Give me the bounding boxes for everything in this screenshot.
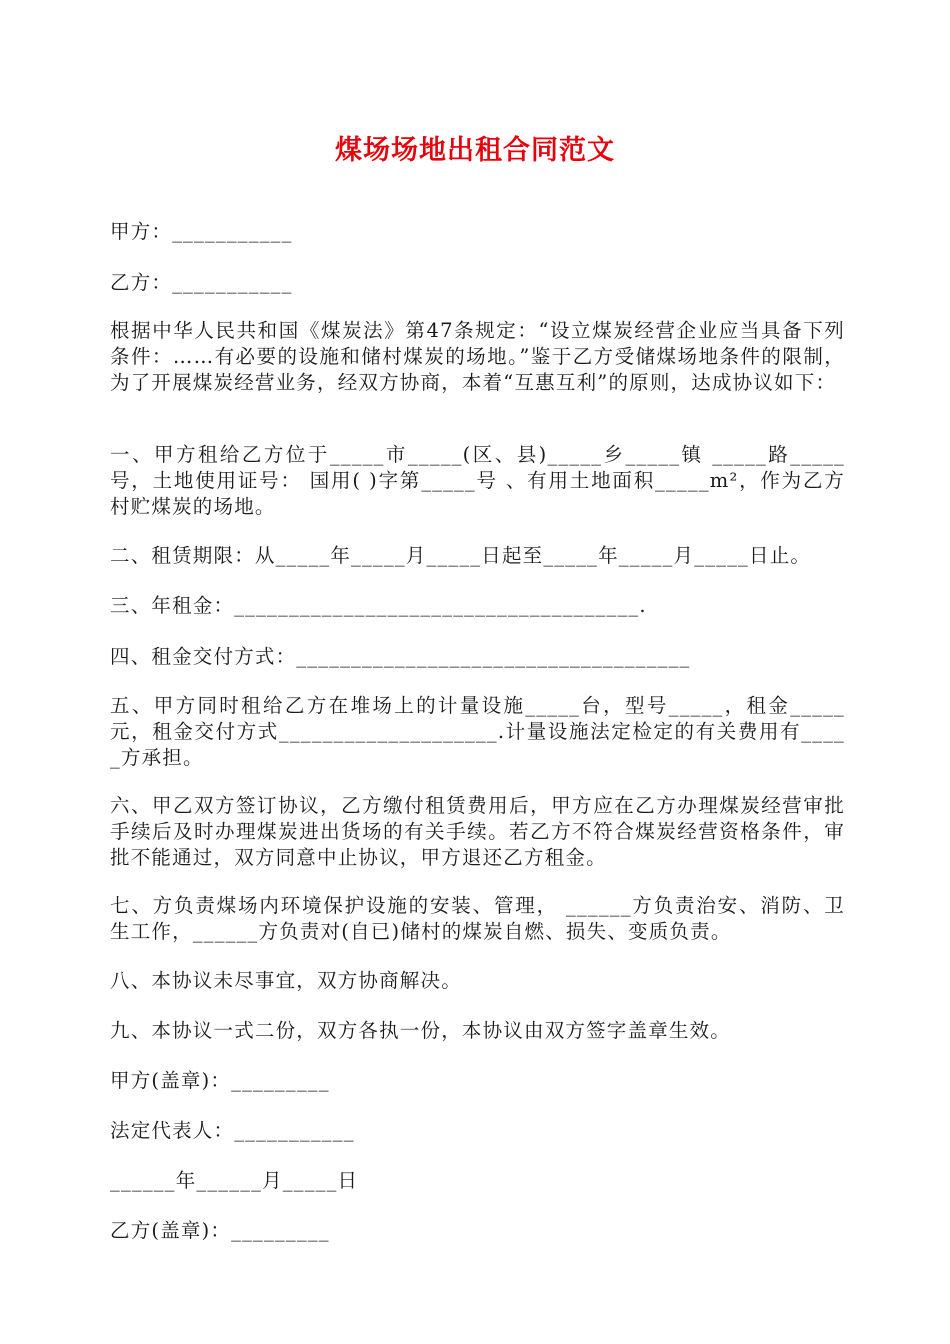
party-a-seal-line: 甲方(盖章)：_________	[110, 1069, 330, 1092]
party-a-line: 甲方：___________	[110, 220, 293, 243]
clause-4-paragraph: 四、租金交付方式：____________________________________	[110, 645, 691, 668]
clause-7-paragraph: 七、方负责煤场内环境保护设施的安装、管理， ______方负责治安、消防、卫生工作，______方负责对(自已)储村的煤炭自燃、损失、变质负责。	[110, 894, 845, 943]
signing-date-line: ______年______月_____日	[110, 1169, 359, 1192]
party-b-line: 乙方：___________	[110, 271, 293, 294]
clause-5-paragraph: 五、甲方同时租给乙方在堆场上的计量设施_____台，型号_____，租金_____元，租金交付方式____________________.计量设施法定检定的有关费用有_____方承担。	[110, 694, 845, 769]
clause-6-paragraph: 六、甲乙双方签订协议，乙方缴付租赁费用后，甲方应在乙方办理煤炭经营审批手续后及时办理煤炭进出货场的有关手续。若乙方不符合煤炭经营资格条件，审批不能通过，双方同意中止协议，甲方退还乙方租金。	[110, 794, 845, 869]
party-b-seal-line: 乙方(盖章)：_________	[110, 1219, 330, 1242]
legal-representative-line: 法定代表人：___________	[110, 1119, 355, 1142]
clause-2-paragraph: 二、租赁期限：从_____年_____月_____日起至_____年_____月_____日止。	[110, 544, 812, 567]
preamble-paragraph: 根据中华人民共和国《煤炭法》第47条规定：“设立煤炭经营企业应当具备下列条件：……有必要的设施和储村煤炭的场地。”鉴于乙方受储煤场地条件的限制，为了开展煤炭经营业务，经双方协商，本着“互惠互利”的原则，达成协议如下：	[110, 319, 845, 394]
clause-1-paragraph: 一、甲方租给乙方位于_____市_____(区、县)_____乡_____镇 _____路_____号，土地使用证号： 国用( )字第_____号 、有用土地面积_____m²，作为乙方村贮煤炭的场地。	[110, 443, 845, 518]
clause-3-paragraph: 三、年租金：_____________________________________.	[110, 594, 647, 617]
document-title: 煤场场地出租合同范文	[335, 135, 615, 166]
clause-9-paragraph: 九、本协议一式二份，双方各执一份，本协议由双方签字盖章生效。	[110, 1019, 732, 1042]
clause-8-paragraph: 八、本协议未尽事宜，双方协商解决。	[110, 969, 462, 992]
